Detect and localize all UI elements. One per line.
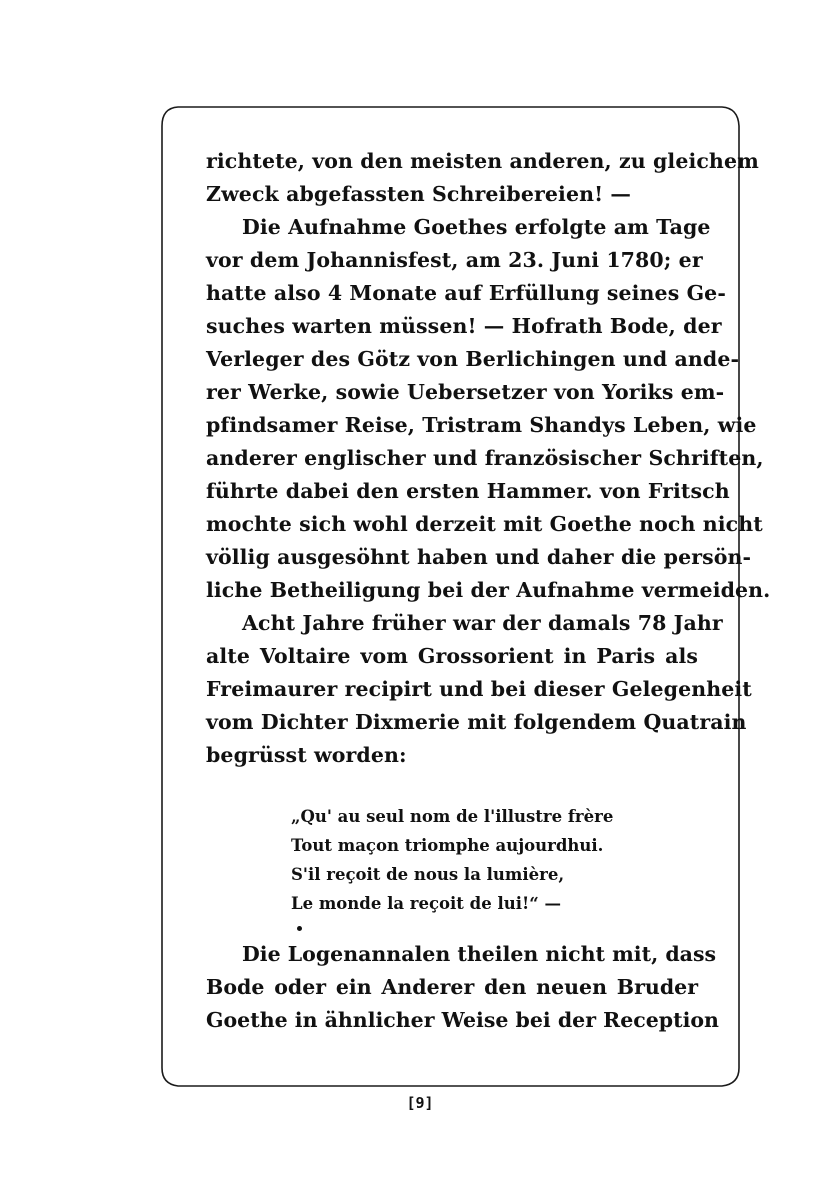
text-line: mochte sich wohl derzeit mit Goethe noch nicht (206, 512, 763, 536)
text-line: führte dabei den ersten Hammer. von Fritsch (206, 479, 730, 503)
text-line: richtete, von den meisten anderen, zu gleichem (206, 149, 759, 173)
poem-quatrain (291, 802, 613, 918)
text-line: pfindsamer Reise, Tristram Shandys Leben, wie (206, 413, 757, 437)
text-line: Bode oder ein Anderer den neuen Bruder (206, 975, 698, 999)
poem-line: S'il reçoit de nous la lumière, (291, 865, 565, 884)
page-number: [9] (406, 1094, 434, 1112)
print-dot (297, 926, 302, 931)
text-line: Die Logenannalen theilen nicht mit, dass (242, 942, 717, 966)
poem-line: Tout maçon triomphe aujourdhui. (291, 836, 604, 855)
text-line: alte Voltaire vom Grossorient in Paris als (206, 644, 698, 668)
text-line: anderer englischer und französischer Schriften, (206, 446, 764, 470)
text-line: Goethe in ähnlicher Weise bei der Reception (206, 1008, 719, 1032)
text-line: Freimaurer recipirt und bei dieser Gelegenheit (206, 677, 752, 701)
text-line: suches warten müssen! — Hofrath Bode, der (206, 314, 722, 338)
text-line: Die Aufnahme Goethes erfolgte am Tage (242, 215, 711, 239)
text-line: begrüsst worden: (206, 743, 407, 767)
text-line: Zweck abgefassten Schreibereien! — (206, 182, 632, 206)
text-line: vor dem Johannisfest, am 23. Juni 1780; er (206, 248, 703, 272)
text-line: Acht Jahre früher war der damals 78 Jahr (242, 611, 723, 635)
text-line: liche Betheiligung bei der Aufnahme vermeiden. (206, 578, 771, 602)
poem-line: Le monde la reçoit de lui!“ — (291, 894, 561, 913)
text-line: Verleger des Götz von Berlichingen und ande- (206, 347, 740, 371)
text-line: vom Dichter Dixmerie mit folgendem Quatrain (206, 710, 747, 734)
closing-text (206, 938, 719, 1037)
poem-line: „Qu' au seul nom de l'illustre frère (291, 807, 614, 826)
text-line: rer Werke, sowie Uebersetzer von Yoriks em- (206, 380, 725, 404)
text-line: völlig ausgesöhnt haben und daher die persön- (206, 545, 752, 569)
main-text (206, 145, 771, 772)
text-line: hatte also 4 Monate auf Erfüllung seines Ge- (206, 281, 726, 305)
